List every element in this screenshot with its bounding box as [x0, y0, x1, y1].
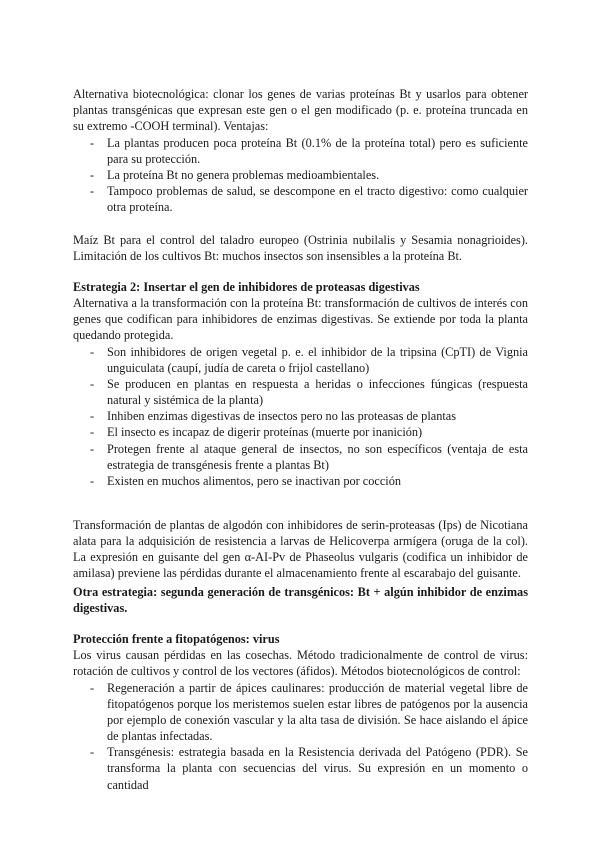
list-item: - Protegen frente al ataque general de insectos, no son específicos (ventaja de esta estrategia de transgénesis frente a plantas Bt) — [90, 441, 528, 473]
paragraph-biotech-alternative: Alternativa biotecnológica: clonar los genes de varias proteínas Bt y usarlos para obtener plantas transgénicas que expresan este gen o el gen modificado (p. e. proteína truncada en su extremo -COOH terminal). Ventajas: — [73, 87, 528, 134]
list-item: - Transgénesis: estrategia basada en la Resistencia derivada del Patógeno (PDR). Se transforma la planta con secuencias del virus. Su expresión en un momento o cantidad — [90, 744, 528, 792]
list-item: - Inhiben enzimas digestivas de insectos pero no las proteasas de plantas — [90, 408, 528, 424]
list-item: - Tampoco problemas de salud, se descompone en el tracto digestivo: como cualquier otra proteína. — [90, 183, 528, 215]
list-inhibitor-features — [90, 344, 528, 489]
paragraph-cotton-pea-transformation: Transformación de plantas de algodón con inhibidores de serin-proteasas (Ips) de Nicotiana alata para la adquisición de resistencia a larvas de Helicoverpa armígera (oruga de la col). La expresión en guisante del gen α-AI-Pv de Phaseolus vulgaris (codifica un inhibidor de amilasa) previene las pérdidas durante el almacenamiento frente al escarabajo del guisante. — [73, 518, 528, 581]
paragraph-virus-control: Los virus causan pérdidas en las cosechas. Método tradicionalmente de control de virus: rotación de cultivos y control de los vectores (áfidos). Métodos biotecnológicos de control: — [73, 648, 528, 679]
list-item: - Existen en muchos alimentos, pero se inactivan por cocción — [90, 473, 528, 489]
paragraph-bt-maize: Maíz Bt para el control del taladro europeo (Ostrinia nubilalis y Sesamia nonagrioides). Limitación de los cultivos Bt: muchos insectos son insensibles a la proteína Bt. — [73, 233, 528, 264]
list-advantages — [90, 135, 528, 215]
list-item: - El insecto es incapaz de digerir proteínas (muerte por inanición) — [90, 424, 528, 440]
list-item: - Se producen en plantas en respuesta a heridas o infecciones fúngicas (respuesta natural y sistémica de la planta) — [90, 376, 528, 408]
list-item: - La proteína Bt no genera problemas medioambientales. — [90, 167, 528, 183]
list-biotech-methods — [90, 680, 528, 793]
list-item: - Son inhibidores de origen vegetal p. e. el inhibidor de la tripsina (CpTI) de Vignia unguiculata (caupí, judía de careta o frijol castellano) — [90, 344, 528, 376]
heading-other-strategy: Otra estrategia: segunda generación de transgénicos: Bt + algún inhibidor de enzimas digestivas. — [73, 585, 528, 616]
heading-strategy-2: Estrategia 2: Insertar el gen de inhibidores de proteasas digestivas — [73, 280, 420, 294]
heading-phytopathogen-protection: Protección frente a fitopatógenos: virus — [73, 632, 280, 646]
paragraph-protease-inhibitors: Alternativa a la transformación con la proteína Bt: transformación de cultivos de interés con genes que codifican para inhibidores de enzimas digestivas. Se extiende por toda la planta quedando protegida. — [73, 296, 528, 343]
list-item: - La plantas producen poca proteína Bt (0.1% de la proteína total) pero es suficiente para su protección. — [90, 135, 528, 167]
list-item: - Regeneración a partir de ápices caulinares: producción de material vegetal libre de fitopatógenos porque los meristemos suelen estar libres de patógenos por la ausencia por ejemplo de conexión vascular y la alta tasa de división. Se hace aislando el ápice de plantas infectadas. — [90, 680, 528, 744]
